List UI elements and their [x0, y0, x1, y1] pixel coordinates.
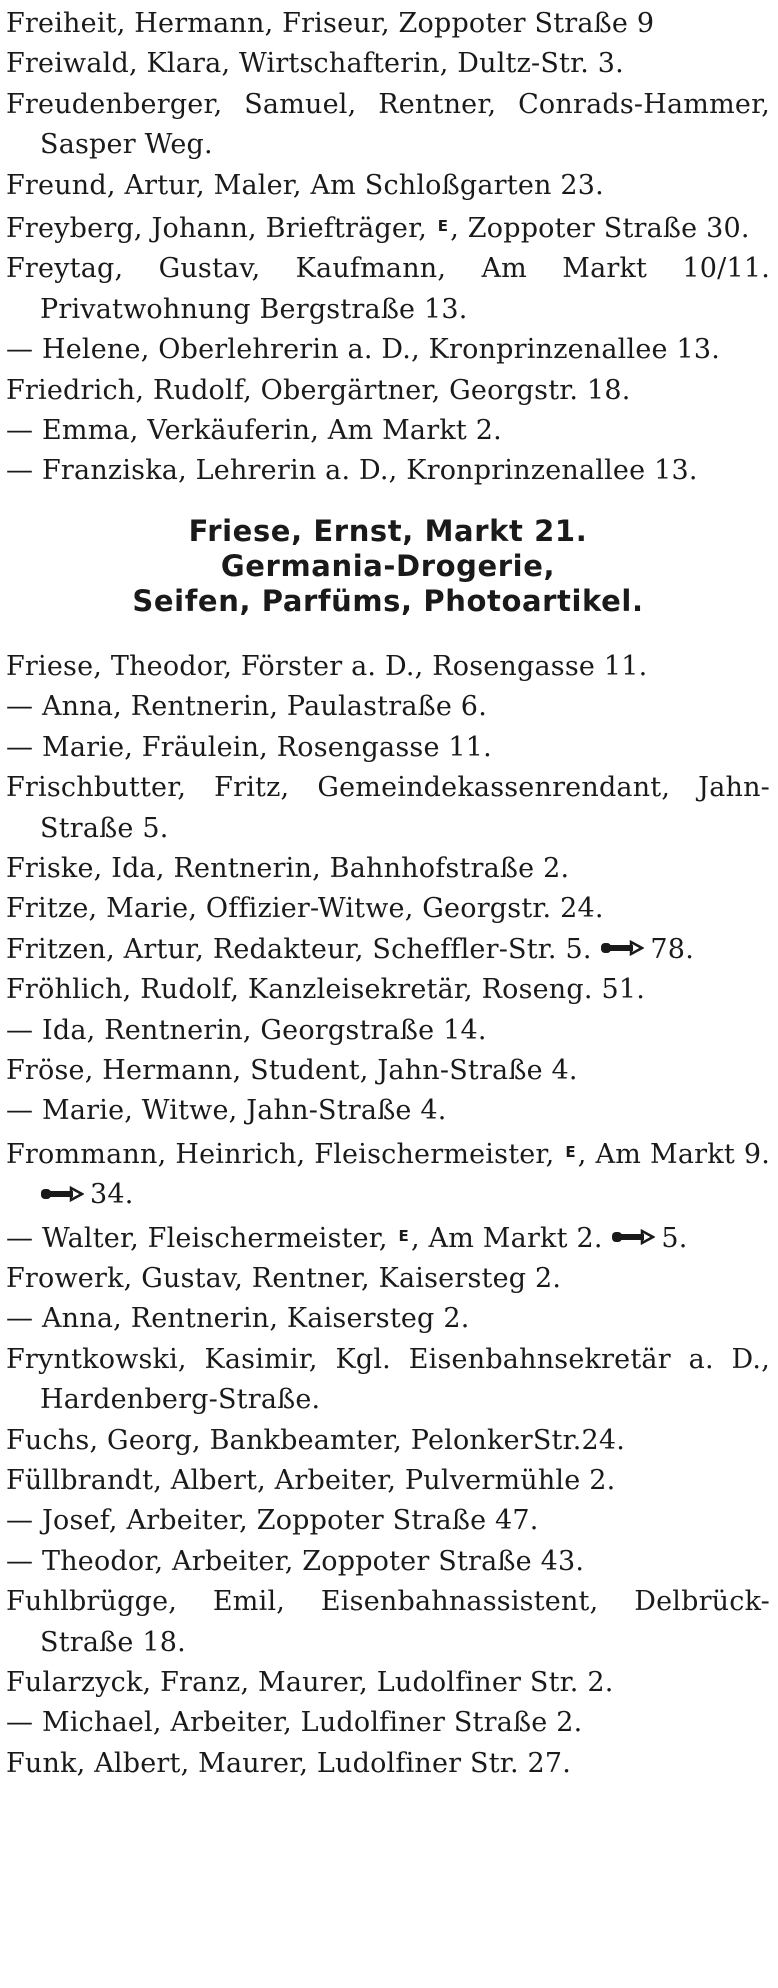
- entries-section-a: [6, 4, 770, 492]
- directory-entry: Freiheit, Hermann, Friseur, Zoppoter Straße 9: [6, 8, 655, 39]
- directory-entry: — Theodor, Arbeiter, Zoppoter Straße 43.: [6, 1545, 585, 1577]
- directory-entry: Freytag, Gustav, Kaufmann, Am Markt 10/11. Privatwohnung Bergstraße 13.: [6, 253, 770, 325]
- advert-line-name: Friese, Ernst, Markt 21.: [188, 513, 588, 548]
- advert-line-business: Germania-Drogerie,: [220, 548, 556, 583]
- directory-entry: Freiwald, Klara, Wirtschafterin, Dultz-Str. 3.: [6, 48, 624, 80]
- directory-entry: Friese, Theodor, Förster a. D., Rosengasse 11.: [6, 650, 648, 682]
- telephone-number: 78: [650, 933, 686, 965]
- directory-entry: Friske, Ida, Rentnerin, Bahnhofstraße 2.: [6, 852, 570, 884]
- advertisement-block: [6, 514, 770, 619]
- eigentuemer-mark: E: [398, 1226, 409, 1245]
- directory-entry: Frischbutter, Fritz, Gemeindekassenrendant, Jahn-Straße 5.: [6, 772, 770, 844]
- directory-entry: Freund, Artur, Maler, Am Schloßgarten 23.: [6, 169, 604, 201]
- directory-entry: Funk, Albert, Maurer, Ludolfiner Str. 27.: [6, 1747, 572, 1779]
- directory-entry: Fröhlich, Rudolf, Kanzleisekretär, Roseng. 51.: [6, 974, 645, 1006]
- directory-entry: — Anna, Rentnerin, Kaisersteg 2.: [6, 1303, 470, 1335]
- entries-section-b: [6, 647, 770, 1784]
- directory-entry: Freyberg, Johann, Briefträger, $^E$, Zoppoter Straße 30.: [6, 213, 750, 245]
- eigentuemer-mark: E: [437, 217, 449, 236]
- directory-entry: Füllbrandt, Albert, Arbeiter, Pulvermühle 2.: [6, 1465, 616, 1496]
- advert-line-products: Seifen, Parfüms, Photoartikel.: [132, 583, 644, 618]
- directory-entry: Fröse, Hermann, Student, Jahn-Straße 4.: [6, 1054, 578, 1086]
- directory-entry: Fuhlbrügge, Emil, Eisenbahnassistent, Delbrück-Straße 18.: [6, 1586, 770, 1658]
- directory-entry: Frowerk, Gustav, Rentner, Kaisersteg 2.: [6, 1262, 562, 1294]
- directory-entry: — Walter, Fleischermeister, $^E$, Am Markt 2. 5.: [6, 1222, 688, 1254]
- telephone-number: 5: [661, 1222, 679, 1254]
- directory-entry: Frommann, Heinrich, Fleischermeister, $^E$, Am Markt 9. 34.: [6, 1138, 771, 1211]
- eigentuemer-mark: E: [565, 1142, 576, 1161]
- directory-entry: Friedrich, Rudolf, Obergärtner, Georgstr. 18.: [6, 374, 631, 406]
- directory-entry: — Helene, Oberlehrerin a. D., Kronprinzenallee 13.: [6, 334, 721, 366]
- directory-entry: — Marie, Fräulein, Rosengasse 11.: [6, 731, 492, 763]
- directory-entry: Fritze, Marie, Offizier-Witwe, Georgstr. 24.: [6, 893, 604, 925]
- telephone-icon: [40, 1185, 84, 1203]
- directory-entry: Freudenberger, Samuel, Rentner, Conrads-Hammer, Sasper Weg.: [6, 88, 770, 161]
- directory-entry: Fritzen, Artur, Redakteur, Scheffler-Str. 5. 78.: [6, 933, 694, 965]
- directory-entry: — Franziska, Lehrerin a. D., Kronprinzenallee 13.: [6, 455, 698, 487]
- telephone-icon: [600, 939, 644, 957]
- directory-entry: Fuchs, Georg, Bankbeamter, PelonkerStr.24.: [6, 1424, 626, 1456]
- telephone-number: 34: [90, 1179, 125, 1211]
- directory-entry: — Marie, Witwe, Jahn-Straße 4.: [6, 1095, 447, 1127]
- directory-entry: Fularzyck, Franz, Maurer, Ludolfiner Str. 2.: [6, 1667, 614, 1699]
- directory-entry: — Josef, Arbeiter, Zoppoter Straße 47.: [6, 1505, 539, 1537]
- directory-entry: Fryntkowski, Kasimir, Kgl. Eisenbahnsekretär a. D., Hardenberg-Straße.: [6, 1343, 770, 1416]
- directory-entry: — Emma, Verkäuferin, Am Markt 2.: [6, 415, 502, 447]
- directory-entry: — Ida, Rentnerin, Georgstraße 14.: [6, 1014, 487, 1046]
- telephone-icon: [611, 1228, 655, 1246]
- directory-entry: — Michael, Arbeiter, Ludolfiner Straße 2.: [6, 1707, 583, 1739]
- directory-entry: — Anna, Rentnerin, Paulastraße 6.: [6, 691, 487, 723]
